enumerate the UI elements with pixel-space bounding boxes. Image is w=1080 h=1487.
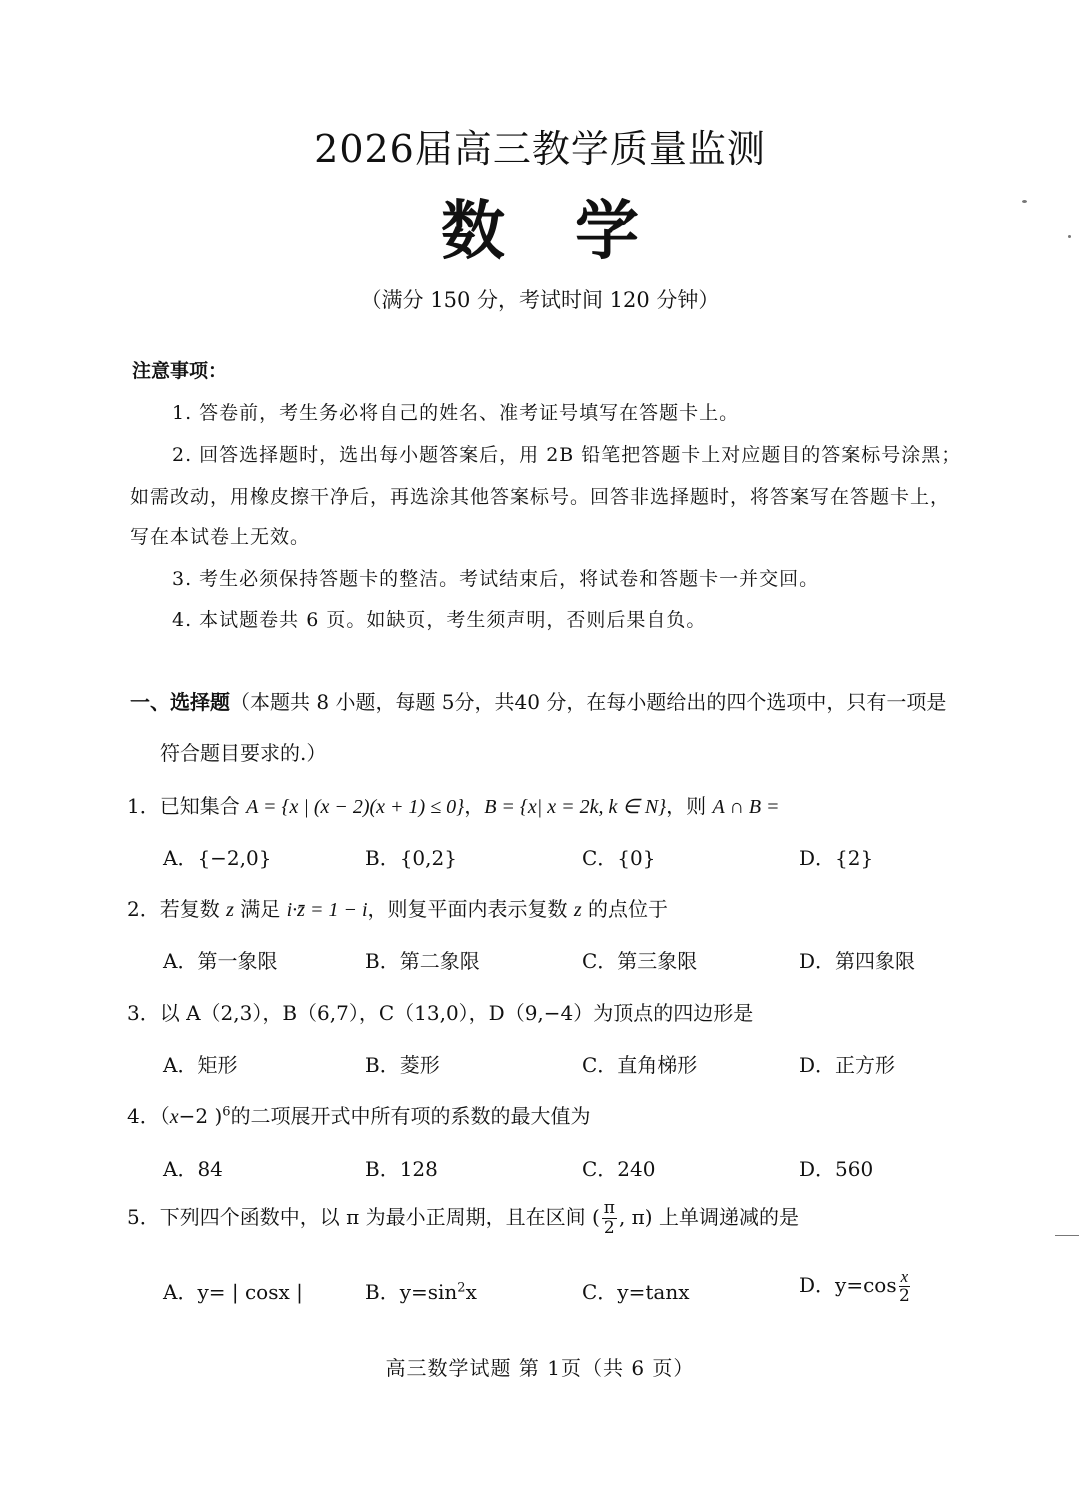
q4-base: x: [169, 1106, 179, 1128]
exam-title: 2026届高三教学质量监测: [314, 127, 766, 171]
notice-item-3: 3. 考生必须保持答题卡的整洁。考试结束后，将试卷和答题卡一并交回。: [172, 568, 820, 590]
score-info: （满分 150 分，考试时间 120 分钟）: [360, 288, 720, 312]
q3-option-b: B．菱形: [365, 1053, 440, 1077]
q5-option-d: [799, 1268, 912, 1305]
q5-optd-pre: D．y=cos: [799, 1273, 897, 1297]
q1-sep: ，: [464, 794, 485, 818]
q4-pre: 4．（: [127, 1104, 170, 1128]
notice-item-1: 1. 答卷前，考生务必将自己的姓名、准考证号填写在答题卡上。: [172, 402, 740, 424]
q5-frac-den: 2: [603, 1218, 615, 1238]
q2-z: z: [226, 899, 234, 921]
q1-option-a: A．{−2,0}: [163, 846, 272, 870]
q5-post: , π) 上单调递减的是: [618, 1205, 799, 1229]
question-4-stem: [127, 1100, 591, 1129]
notice-item-2-line-1: 2. 回答选择题时，选出每小题答案后，用 2B 铅笔把答题卡上对应题目的答案标号涂黑；: [172, 444, 962, 466]
q1-option-c: C．{0}: [582, 846, 656, 870]
q1-set-b: B = {x| x = 2k, k ∈ N}: [484, 796, 667, 818]
q5-fraction: [602, 1200, 617, 1237]
q4-option-d: D．560: [799, 1157, 874, 1181]
q5-option-c: C．y=tanx: [582, 1280, 690, 1304]
q1-set-a: A = {x | (x − 2)(x + 1) ≤ 0}: [246, 796, 465, 818]
q2-post: ，则复平面内表示复数: [367, 897, 574, 921]
q1-pre: 1．已知集合: [127, 794, 247, 818]
q5-optd-fraction: [899, 1268, 911, 1305]
q5-optb-post: x: [465, 1280, 477, 1304]
q1-expr: A ∩ B =: [712, 796, 780, 818]
scan-mark: [1055, 1235, 1079, 1236]
q4-option-b: B．128: [365, 1157, 438, 1181]
question-2-stem: [127, 893, 668, 922]
q5-option-a: A．y= | cosx |: [163, 1280, 303, 1304]
q5-optb-pre: B．y=sin: [365, 1280, 458, 1304]
notice-heading: 注意事项：: [132, 360, 228, 382]
q4-exponent: 6: [222, 1104, 231, 1120]
notice-item-4: 4. 本试题卷共 6 页。如缺页，考生须声明，否则后果自负。: [172, 609, 707, 631]
q5-option-b: [365, 1276, 477, 1305]
notice-item-2-line-3: 写在本试卷上无效。: [130, 526, 311, 548]
question-1-stem: [127, 790, 780, 819]
q2-pre: 2．若复数: [127, 897, 227, 921]
section-label: 一、选择题: [130, 690, 230, 714]
q3-option-d: D．正方形: [799, 1053, 896, 1077]
q2-option-d: D．第四象限: [799, 949, 916, 973]
q4-mid: −2 ): [178, 1104, 223, 1128]
q1-post: ，则: [666, 794, 713, 818]
q2-end: 的点位于: [581, 897, 669, 921]
page-footer: 高三数学试题 第 1页（共 6 页）: [385, 1356, 695, 1380]
q4-option-c: C．240: [582, 1157, 656, 1181]
section-desc-line-1: （本题共 8 小题，每题 5分，共40 分，在每小题给出的四个选项中，只有一项是: [230, 690, 947, 714]
q1-option-d: D．{2}: [799, 846, 874, 870]
section-heading: [130, 686, 946, 715]
q3-option-a: A．矩形: [163, 1053, 238, 1077]
q5-optd-den: 2: [898, 1286, 910, 1306]
q5-optb-exp: 2: [457, 1280, 466, 1296]
question-5-stem: [127, 1200, 799, 1237]
subject-title: 数学: [441, 194, 709, 269]
q2-expr: i·z̄ = 1 − i: [286, 899, 368, 921]
q5-pre: 5．下列四个函数中，以 π 为最小正周期，且在区间 (: [127, 1205, 600, 1229]
question-3-stem: 3．以 A（2,3），B（6,7），C（13,0），D（9,−4）为顶点的四边形是: [127, 1001, 754, 1025]
q2-option-a: A．第一象限: [163, 949, 278, 973]
scan-speck: [1068, 235, 1071, 238]
q1-option-b: B．{0,2}: [365, 846, 457, 870]
q2-option-b: B．第二象限: [365, 949, 480, 973]
q2-mid: 满足: [233, 897, 287, 921]
q5-optd-num: x: [900, 1267, 909, 1286]
q3-option-c: C．直角梯形: [582, 1053, 698, 1077]
q2-option-c: C．第三象限: [582, 949, 698, 973]
notice-item-2-line-2: 如需改动，用橡皮擦干净后，再选涂其他答案标号。回答非选择题时，将答案写在答题卡上，: [130, 486, 951, 508]
q4-option-a: A．84: [163, 1157, 223, 1181]
section-desc-line-2: 符合题目要求的.）: [160, 741, 327, 765]
q2-z2: z: [573, 899, 582, 921]
q5-frac-num: π: [603, 1198, 615, 1218]
scan-speck: [1022, 200, 1027, 203]
q4-post: 的二项展开式中所有项的系数的最大值为: [230, 1104, 591, 1128]
